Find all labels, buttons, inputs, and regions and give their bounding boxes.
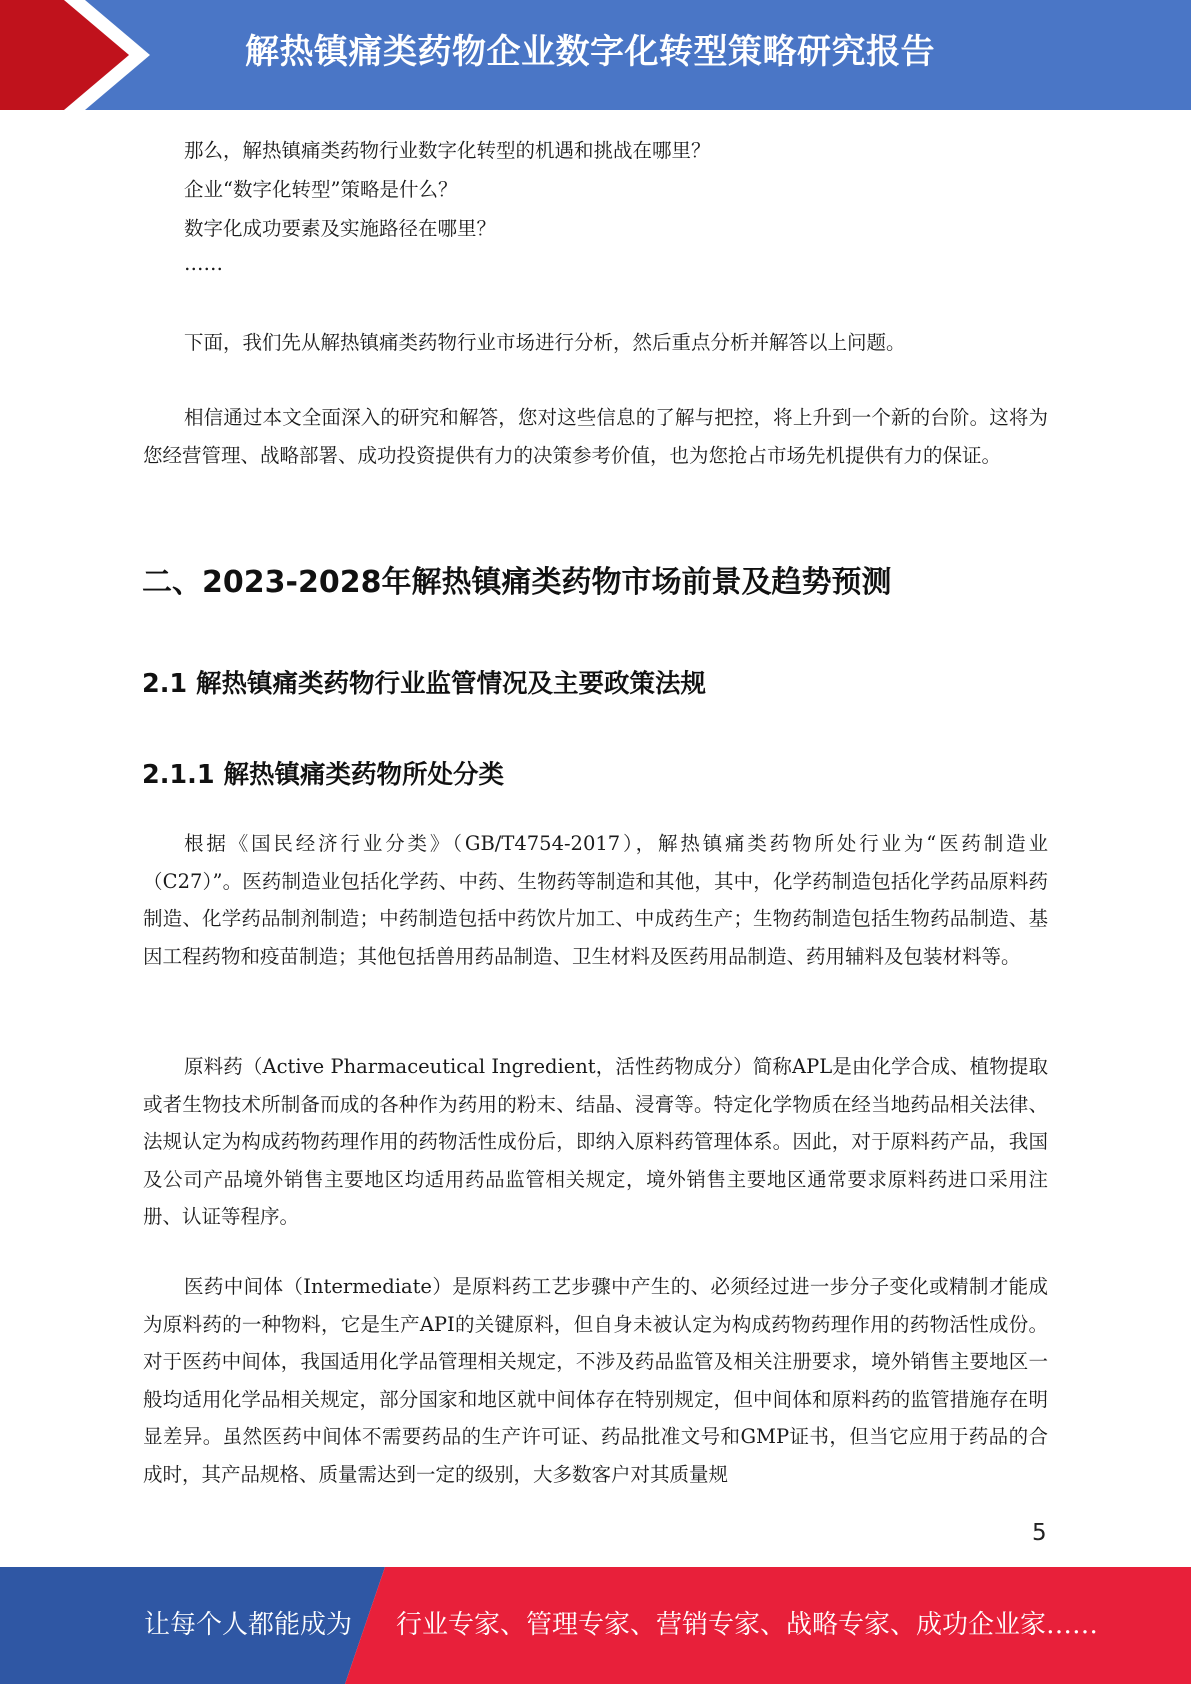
paragraph-api: 原料药（Active Pharmaceutical Ingredient，活性药物成分）简称APL是由化学合成、植物提取或者生物技术所制备而成的各种作为药用的粉末、结晶、浸膏等。特定化学物质在经当地药品相关法律、法规认定为构成药物药理作用的药物活性成份后，即纳入原料药管理体系。因此，对于原料药产品，我国及公司产品境外销售主要地区均适用药品监管相关规定，境外销售主要地区通常要求原料药进口采用注册、认证等程序。 [143, 1055, 1048, 1228]
paragraph-classification: 根据《国民经济行业分类》（GB/T4754-2017），解热镇痛类药物所处行业为“医药制造业（C27）”。医药制造业包括化学药、中药、生物药等制造和其他，其中，化学药制造包括化学药品原料药制造、化学药品制剂制造；中药制造包括中药饮片加工、中成药生产；生物药制造包括生物药品制造、基因工程药物和疫苗制造；其他包括兽用药品制造、卫生材料及医药用品制造、药用辅料及包装材料等。 [143, 832, 1048, 968]
subsubsection-heading: 2.1.1 解热镇痛类药物所处分类 [142, 760, 504, 790]
question-strategy: 企业“数字化转型”策略是什么？ [184, 178, 458, 201]
paragraph-belief: 相信通过本文全面深入的研究和解答，您对这些信息的了解与把控，将上升到一个新的台阶。这将为您经营管理、战略部署、成功投资提供有力的决策参考价值，也为您抢占市场先机提供有力的保证。 [143, 406, 1048, 467]
question-ellipsis: …… [184, 252, 223, 275]
report-title: 解热镇痛类药物企业数字化转型策略研究报告 [245, 32, 935, 72]
paragraph-intro: 下面，我们先从解热镇痛类药物行业市场进行分析，然后重点分析并解答以上问题。 [184, 331, 906, 354]
subsection-heading: 2.1 解热镇痛类药物行业监管情况及主要政策法规 [142, 669, 707, 699]
footer-band [0, 1567, 1191, 1684]
footer-slogan-left: 让每个人都能成为 [144, 1610, 353, 1640]
page-number: 5 [1032, 1520, 1047, 1546]
paragraph-intermediate: 医药中间体（Intermediate）是原料药工艺步骤中产生的、必须经过进一步分子变化或精制才能成为原料药的一种物料，它是生产API的关键原料，但自身未被认定为构成药物药理作用的药物活性成份。对于医药中间体，我国适用化学品管理相关规定，不涉及药品监管及相关注册要求，境外销售主要地区一般均适用化学品相关规定，部分国家和地区就中间体存在特别规定，但中间体和原料药的监管措施存在明显差异。虽然医药中间体不需要药品的生产许可证、药品批准文号和GMP证书，但当它应用于药品的合成时，其产品规格、质量需达到一定的级别，大多数客户对其质量规 [143, 1275, 1048, 1486]
red-chevron-icon [0, 0, 160, 110]
header-band [0, 0, 1191, 110]
question-success-factors: 数字化成功要素及实施路径在哪里？ [184, 217, 497, 240]
section-heading: 二、2023-2028年解热镇痛类药物市场前景及趋势预测 [142, 565, 892, 600]
question-opportunities: 那么，解热镇痛类药物行业数字化转型的机遇和挑战在哪里？ [184, 139, 711, 162]
footer-slogan-right: 行业专家、管理专家、营销专家、战略专家、成功企业家…… [396, 1610, 1099, 1640]
